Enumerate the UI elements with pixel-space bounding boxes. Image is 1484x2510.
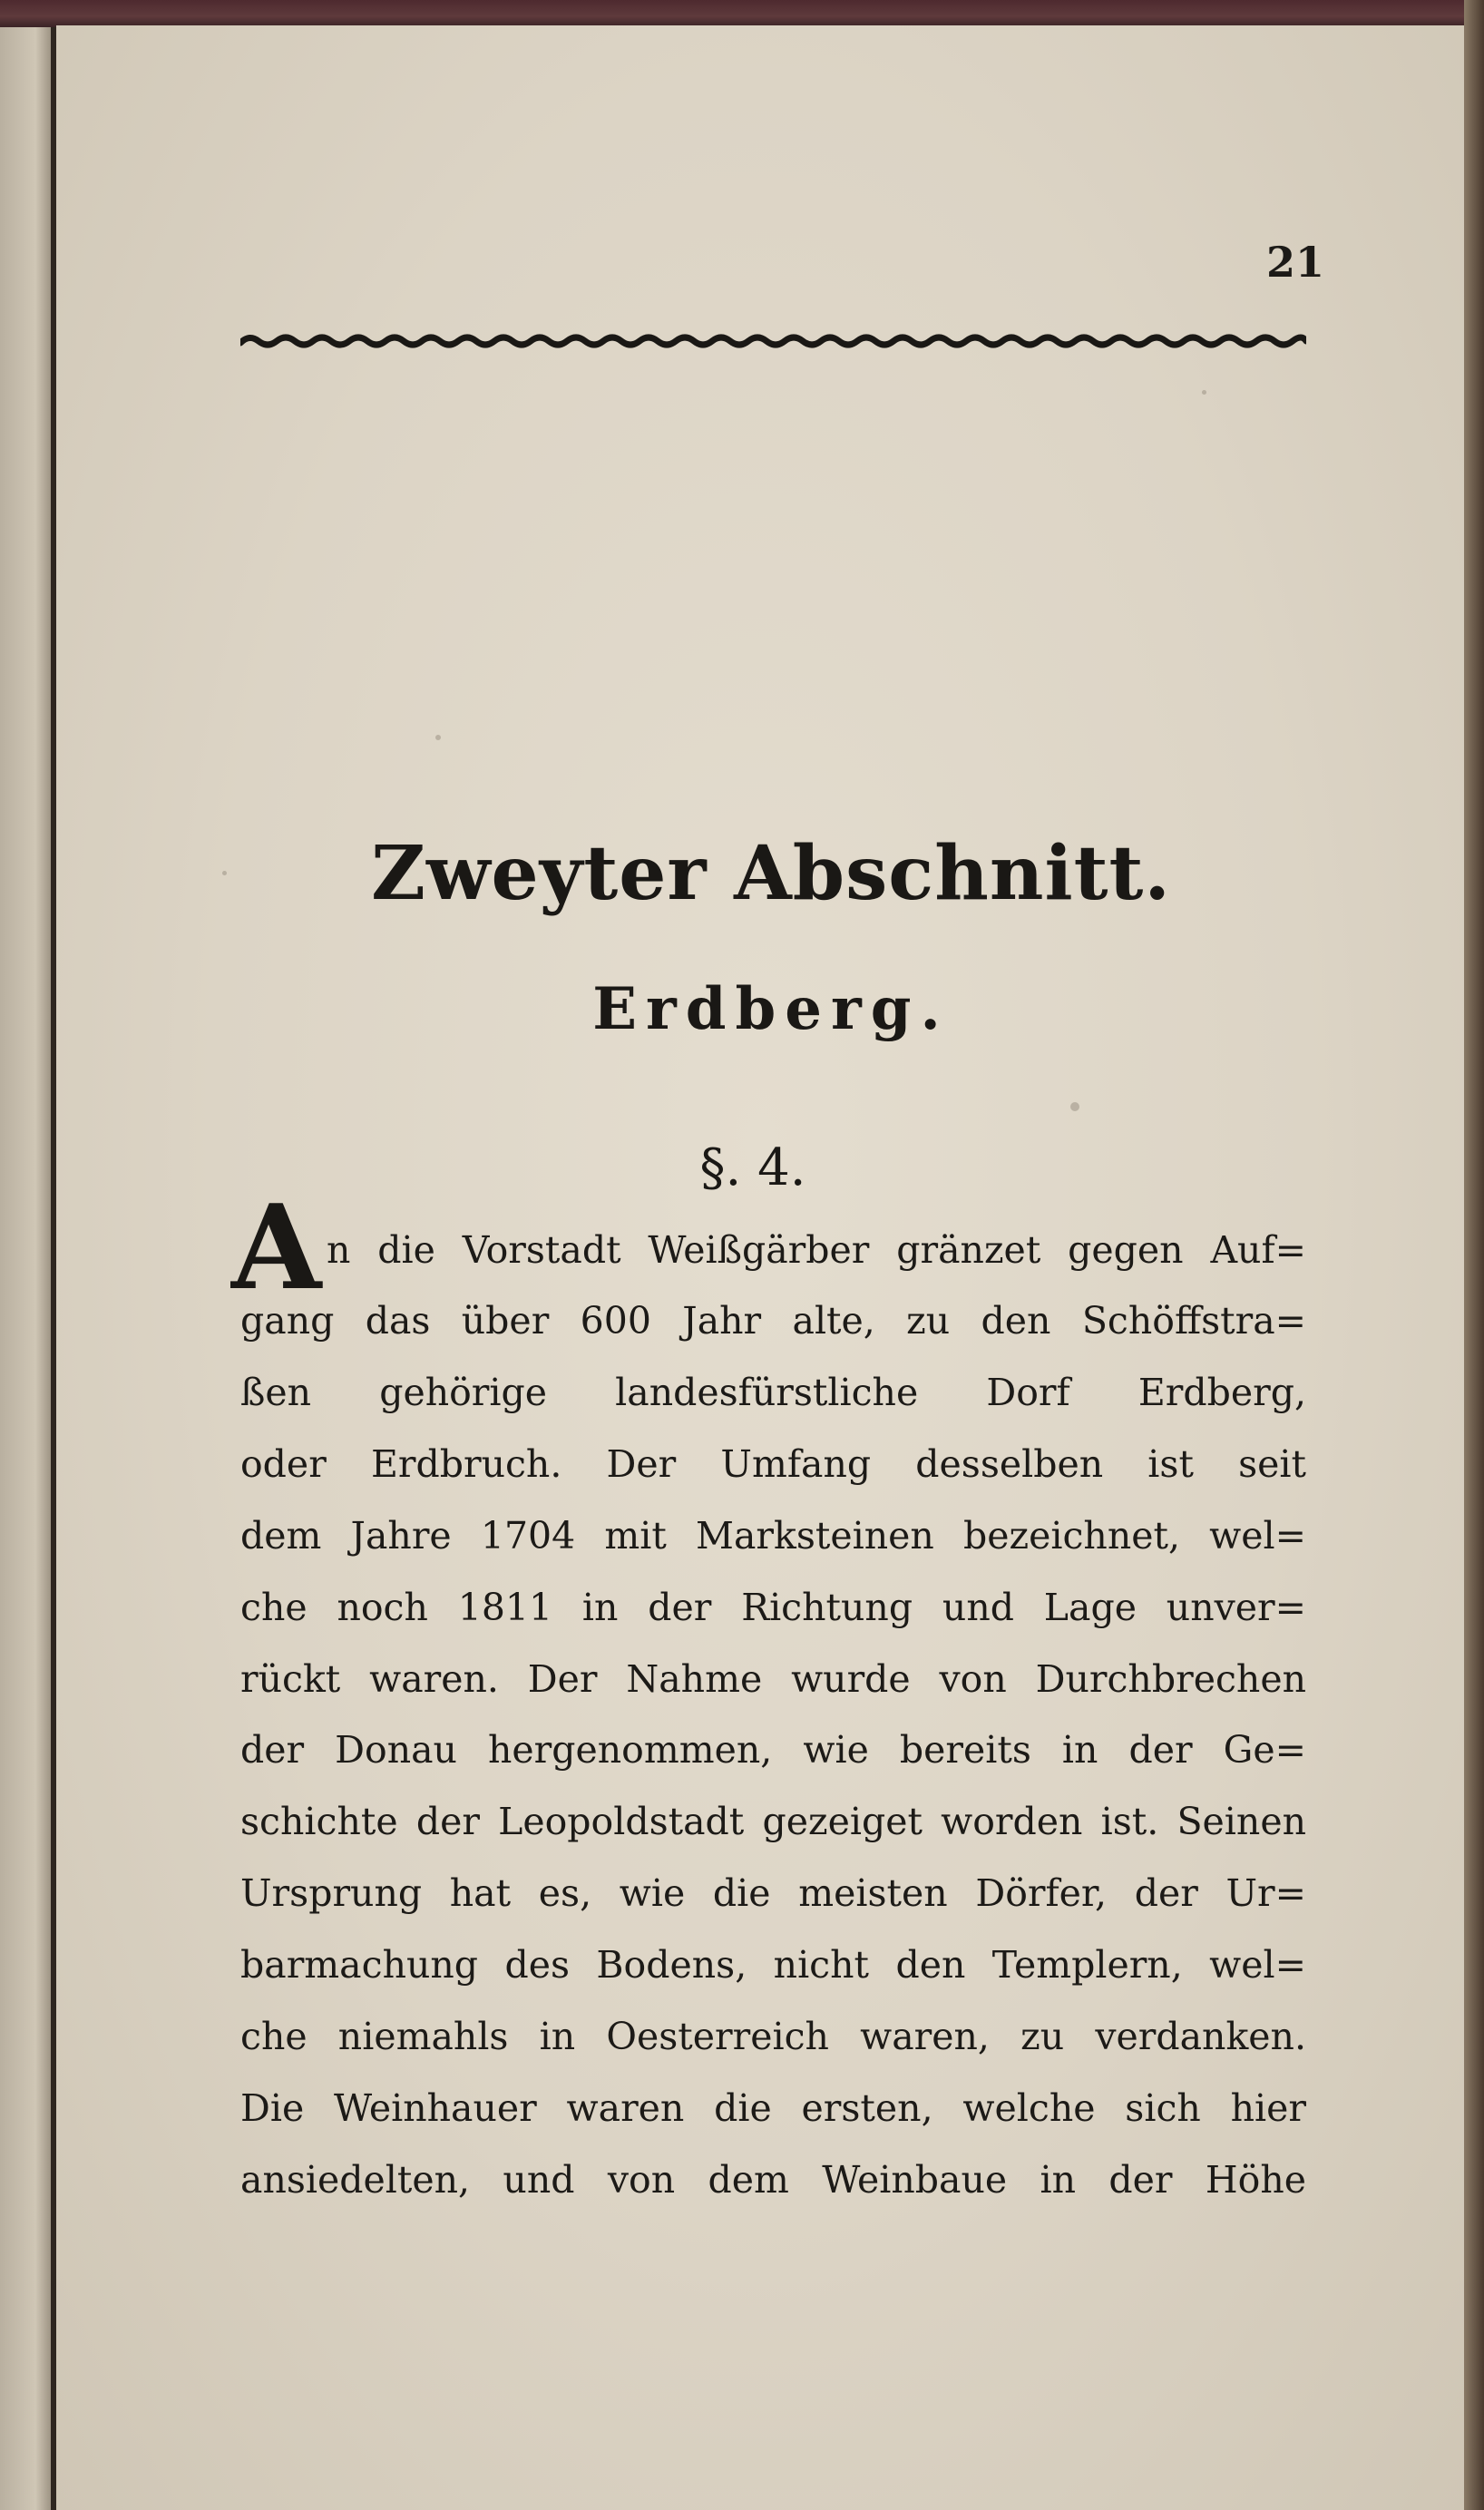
page-right-edge (1464, 0, 1484, 2510)
paper-speck (222, 871, 227, 875)
body-text-line: rückt waren. Der Nahme wurde von Durchbrechen (240, 1657, 1306, 1701)
previous-page-edge (0, 27, 51, 2510)
paper-speck (1070, 1102, 1079, 1111)
body-text-line: n die Vorstadt Weißgärber gränzet gegen Auf= (327, 1228, 1306, 1272)
place-title: Erdberg. (592, 975, 950, 1043)
drop-cap-initial: A (231, 1180, 322, 1316)
section-mark: §. 4. (699, 1138, 806, 1197)
body-text-line: gang das über 600 Jahr alte, zu den Schöffstra= (240, 1299, 1306, 1343)
body-text-line: ansiedelten, und von dem Weinbaue in der Höhe (240, 2158, 1306, 2202)
body-text-line: Ursprung hat es, wie die meisten Dörfer, der Ur= (240, 1871, 1306, 1915)
body-text-line: che noch 1811 in der Richtung und Lage unver= (240, 1586, 1306, 1629)
wavy-rule-ornament (240, 328, 1306, 354)
paper-speck (435, 735, 441, 740)
chapter-title: Zweyter Abschnitt. (371, 830, 1171, 917)
body-text-line: oder Erdbruch. Der Umfang desselben ist seit (240, 1442, 1306, 1486)
body-text-line: che niemahls in Oesterreich waren, zu verdanken. (240, 2015, 1306, 2058)
body-text-line: dem Jahre 1704 mit Marksteinen bezeichnet, wel= (240, 1514, 1306, 1558)
body-text-line: ßen gehörige landesfürstliche Dorf Erdberg, (240, 1371, 1306, 1414)
page-number: 21 (1265, 238, 1324, 287)
paper-speck (1202, 390, 1206, 395)
body-text-line: schichte der Leopoldstadt gezeiget worden ist. Seinen (240, 1800, 1306, 1843)
book-binding-edge (0, 0, 1484, 27)
body-text-line: der Donau hergenommen, wie bereits in der Ge= (240, 1728, 1306, 1772)
body-text-line: barmachung des Bodens, nicht den Templern, wel= (240, 1943, 1306, 1987)
body-text-line: Die Weinhauer waren die ersten, welche sich hier (240, 2086, 1306, 2130)
